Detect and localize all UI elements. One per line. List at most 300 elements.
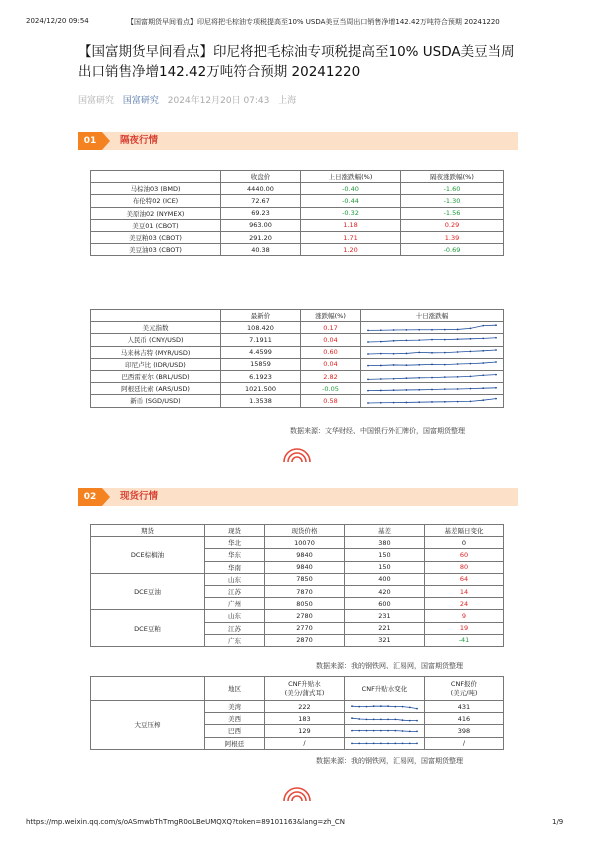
table-cell: 布伦特02 (ICE)	[91, 195, 221, 207]
table-cell: 4440.00	[221, 183, 301, 195]
fx-data-source: 数据来源：文华财经、中国银行外汇牌价，国富期货整理	[290, 427, 465, 435]
sparkline-point	[393, 389, 395, 391]
sparkline-point	[402, 705, 404, 707]
sparkline-point	[387, 705, 389, 707]
sparkline-point	[409, 706, 411, 708]
sparkline-point	[444, 364, 446, 366]
sparkline-point	[380, 389, 382, 391]
table-row	[91, 219, 504, 231]
sparkline-point	[366, 718, 368, 720]
table-cell: 2870	[265, 634, 345, 646]
sparkline-point	[482, 374, 484, 376]
article-title: 【国富期货早间看点】印尼将把毛棕油专项税提高至10% USDA美豆当周出口销售净增142.42万吨符合预期 20241220	[78, 44, 515, 80]
sparkline-point	[373, 705, 375, 707]
ten-day-trend-cell	[361, 322, 504, 334]
table-cell: 4.4599	[221, 346, 301, 358]
table-cell: 美元指数	[91, 322, 221, 334]
table-cell: 416	[425, 713, 504, 725]
sparkline-point	[367, 329, 369, 331]
sparkline-point	[482, 399, 484, 401]
sparkline-point	[380, 705, 382, 707]
table-cell: /	[265, 737, 345, 749]
table-cell: 新币 (SGD/USD)	[91, 395, 221, 407]
sparkline-point	[416, 730, 418, 732]
table-header-cell: 十日涨跌幅	[361, 310, 504, 322]
print-page-number: 1/9	[552, 818, 564, 826]
table-row	[91, 537, 504, 549]
sparkline-chart	[349, 714, 420, 724]
sparkline-point	[444, 339, 446, 341]
section-number: 01	[78, 132, 102, 150]
sparkline-point	[393, 377, 395, 379]
table-cell: 14	[425, 585, 504, 597]
section-title: 隔夜行情	[120, 135, 159, 146]
table-cell: 0.58	[301, 395, 361, 407]
group-name-cell: DCE豆油	[91, 573, 205, 610]
table-cell: /	[425, 737, 504, 749]
sparkline-chart	[349, 702, 420, 712]
ten-day-trend-cell	[361, 395, 504, 407]
table-cell: 40.38	[221, 244, 301, 256]
futures-table	[90, 170, 504, 256]
table-row	[91, 183, 504, 195]
sparkline-point	[351, 743, 353, 745]
sparkline-point	[418, 401, 420, 403]
sparkline-point	[406, 365, 408, 367]
sparkline-point	[444, 328, 446, 330]
sparkline-point	[380, 730, 382, 732]
sparkline-chart	[349, 726, 420, 736]
table-header-cell: CNF升贴水变化	[345, 677, 425, 701]
sparkline-point	[470, 387, 472, 389]
table-row	[91, 395, 504, 407]
sparkline-point	[366, 743, 368, 745]
sparkline-chart	[365, 335, 499, 345]
table-cell: 9840	[265, 561, 345, 573]
sparkline-point	[457, 363, 459, 365]
sparkline-point	[482, 337, 484, 339]
table-header-cell: 最新价	[221, 310, 301, 322]
table-cell: -0.40	[301, 183, 401, 195]
ten-day-trend-cell	[361, 370, 504, 382]
table-header-cell	[91, 677, 205, 701]
sparkline-point	[358, 730, 360, 732]
sparkline-point	[431, 352, 433, 354]
table-cell: 380	[345, 537, 425, 549]
table-cell: 1.20	[301, 244, 401, 256]
table-row	[91, 207, 504, 219]
table-cell: 0.17	[301, 322, 361, 334]
section-header-spot	[78, 488, 518, 506]
sparkline-point	[380, 402, 382, 404]
table-cell: 0	[425, 537, 504, 549]
table-cell: 美西	[205, 713, 265, 725]
table-cell: 人民币 (CNY/USD)	[91, 334, 221, 346]
table-cell: 美原油02 (NYMEX)	[91, 207, 221, 219]
table-cell: 291.20	[221, 231, 301, 243]
sparkline-path	[352, 706, 417, 708]
table-cell: 0.04	[301, 334, 361, 346]
table-header-cell: 期货	[91, 525, 205, 537]
sparkline-point	[387, 718, 389, 720]
table-header-cell: 涨跌幅(%)	[301, 310, 361, 322]
sparkline-point	[470, 363, 472, 365]
sparkline-point	[373, 718, 375, 720]
sparkline-point	[367, 378, 369, 380]
sparkline-point	[482, 387, 484, 389]
table-cell: 64	[425, 573, 504, 585]
sparkline-point	[367, 353, 369, 355]
sparkline-chart	[349, 738, 420, 748]
cnf-change-trend-cell	[345, 737, 425, 749]
table-row	[91, 231, 504, 243]
table-header-cell: 基差隔日变化	[425, 525, 504, 537]
logo-wave-icon	[282, 443, 312, 463]
table-header-row	[91, 310, 504, 322]
sparkline-point	[416, 743, 418, 745]
table-cell: 山东	[205, 610, 265, 622]
table-header-cell: 收盘价	[221, 171, 301, 183]
sparkline-point	[444, 388, 446, 390]
table-cell: 美豆粕03 (CBOT)	[91, 231, 221, 243]
table-cell: 600	[345, 598, 425, 610]
section-number: 02	[78, 488, 102, 506]
cnf-table	[90, 676, 504, 750]
table-cell: 15859	[221, 358, 301, 370]
table-cell: 0.29	[401, 219, 504, 231]
table-header-row	[91, 171, 504, 183]
sparkline-chart	[365, 359, 499, 369]
sparkline-point	[495, 398, 497, 400]
sparkline-point	[406, 353, 408, 355]
sparkline-point	[402, 730, 404, 732]
sparkline-point	[393, 340, 395, 342]
sparkline-point	[495, 361, 497, 363]
sparkline-point	[444, 352, 446, 354]
cnf-data-source: 数据来源：我的钢铁网，汇易网，国富期货整理	[316, 757, 463, 765]
print-page-title: 【国富期货早间看点】印尼将把毛棕油专项税提高至10% USDA美豆当周出口销售净增142.42万吨符合预期 20241220	[127, 18, 500, 26]
sparkline-point	[394, 743, 396, 745]
table-row	[91, 195, 504, 207]
table-header-cell: 现货	[205, 525, 265, 537]
table-row	[91, 383, 504, 395]
sparkline-point	[393, 329, 395, 331]
sparkline-point	[394, 730, 396, 732]
sparkline-point	[431, 339, 433, 341]
sparkline-point	[393, 364, 395, 366]
sparkline-point	[431, 401, 433, 403]
sparkline-point	[366, 705, 368, 707]
sparkline-point	[495, 324, 497, 326]
sparkline-chart	[365, 396, 499, 406]
cnf-change-trend-cell	[345, 713, 425, 725]
table-cell: 183	[265, 713, 345, 725]
group-name-cell: DCE豆粕	[91, 610, 205, 647]
table-cell: 江苏	[205, 585, 265, 597]
sparkline-point	[394, 705, 396, 707]
sparkline-point	[373, 743, 375, 745]
sparkline-point	[470, 327, 472, 329]
table-header-cell	[91, 171, 221, 183]
sparkline-point	[409, 719, 411, 721]
sparkline-point	[351, 717, 353, 719]
print-header	[0, 0, 595, 34]
table-cell: 1.18	[301, 219, 401, 231]
sparkline-point	[418, 376, 420, 378]
table-cell: -0.32	[301, 207, 401, 219]
sparkline-chart	[365, 384, 499, 394]
sparkline-point	[380, 353, 382, 355]
sparkline-point	[470, 375, 472, 377]
sparkline-point	[418, 352, 420, 354]
table-header-cell: 隔夜涨跌幅(%)	[401, 171, 504, 183]
section-header-overnight	[78, 132, 518, 150]
table-row	[91, 334, 504, 346]
table-header-row	[91, 525, 504, 537]
table-cell: 阿根廷比索 (ARS/USD)	[91, 383, 221, 395]
table-cell: 9	[425, 610, 504, 622]
table-cell: 963.00	[221, 219, 301, 231]
sparkline-point	[380, 365, 382, 367]
sparkline-point	[358, 743, 360, 745]
table-row	[91, 322, 504, 334]
table-cell: -1.30	[401, 195, 504, 207]
table-header-cell	[91, 310, 221, 322]
sparkline-point	[367, 402, 369, 404]
table-cell: 2.82	[301, 370, 361, 382]
table-row	[91, 610, 504, 622]
table-cell: 广东	[205, 634, 265, 646]
table-cell: 321	[345, 634, 425, 646]
sparkline-point	[402, 743, 404, 745]
table-header-cell: CNF升贴水 (美分/蒲式耳)	[265, 677, 345, 701]
group-name-cell: 大豆压榨	[91, 701, 205, 750]
table-cell: 60	[425, 549, 504, 561]
account-name-link[interactable]: 国富研究	[122, 96, 159, 106]
sparkline-point	[470, 351, 472, 353]
sparkline-point	[495, 387, 497, 389]
sparkline-point	[482, 362, 484, 364]
sparkline-point	[418, 329, 420, 331]
print-url: https://mp.weixin.qq.com/s/oASmwbThTmgR0oLBeUMQXQ?token=89101163&lang=zh_CN	[26, 818, 346, 826]
table-row	[91, 244, 504, 256]
table-cell: 400	[345, 573, 425, 585]
sparkline-point	[393, 402, 395, 404]
table-cell: -41	[425, 634, 504, 646]
table-cell: 马来林吉特 (MYR/USD)	[91, 346, 221, 358]
table-cell: 阿根廷	[205, 737, 265, 749]
article-author: 国富研究	[78, 96, 115, 106]
sparkline-point	[444, 401, 446, 403]
table-cell: 19	[425, 622, 504, 634]
sparkline-point	[409, 743, 411, 745]
table-header-cell: 地区	[205, 677, 265, 701]
table-row	[91, 346, 504, 358]
sparkline-point	[367, 365, 369, 367]
sparkline-point	[457, 401, 459, 403]
sparkline-point	[406, 377, 408, 379]
sparkline-point	[431, 376, 433, 378]
table-cell: 24	[425, 598, 504, 610]
section-title: 现货行情	[120, 491, 159, 502]
table-cell: 0.04	[301, 358, 361, 370]
cnf-change-trend-cell	[345, 701, 425, 713]
sparkline-point	[380, 378, 382, 380]
sparkline-point	[495, 337, 497, 339]
sparkline-point	[431, 364, 433, 366]
table-cell: 美豆01 (CBOT)	[91, 219, 221, 231]
sparkline-point	[373, 730, 375, 732]
sparkline-point	[495, 349, 497, 351]
sparkline-point	[406, 339, 408, 341]
table-cell: 72.67	[221, 195, 301, 207]
sparkline-chart	[365, 347, 499, 357]
table-cell: 231	[345, 610, 425, 622]
table-row	[91, 701, 504, 713]
sparkline-point	[406, 389, 408, 391]
table-cell: 广州	[205, 598, 265, 610]
table-cell: 山东	[205, 573, 265, 585]
sparkline-path	[352, 718, 417, 720]
table-cell: 印尼卢比 (IDR/USD)	[91, 358, 221, 370]
ten-day-trend-cell	[361, 334, 504, 346]
table-cell: 美湾	[205, 701, 265, 713]
sparkline-point	[367, 341, 369, 343]
table-cell: 150	[345, 561, 425, 573]
sparkline-point	[393, 353, 395, 355]
table-cell: 华北	[205, 537, 265, 549]
table-cell: 7.1911	[221, 334, 301, 346]
sparkline-point	[457, 351, 459, 353]
table-row	[91, 370, 504, 382]
ten-day-trend-cell	[361, 383, 504, 395]
sparkline-point	[351, 730, 353, 732]
sparkline-point	[416, 707, 418, 709]
sparkline-point	[482, 324, 484, 326]
sparkline-point	[416, 719, 418, 721]
sparkline-chart	[365, 323, 499, 333]
article-meta	[78, 93, 302, 106]
table-cell: 1021.500	[221, 383, 301, 395]
sparkline-chart	[365, 372, 499, 382]
table-cell: 美豆油03 (CBOT)	[91, 244, 221, 256]
table-cell: 巴西	[205, 725, 265, 737]
table-cell: 69.23	[221, 207, 301, 219]
table-header-cell: CNF报价 (美元/吨)	[425, 677, 504, 701]
sparkline-point	[409, 730, 411, 732]
sparkline-point	[358, 705, 360, 707]
table-row	[91, 573, 504, 585]
table-cell: 222	[265, 701, 345, 713]
sparkline-point	[402, 719, 404, 721]
sparkline-point	[387, 743, 389, 745]
sparkline-point	[367, 389, 369, 391]
table-cell: -0.05	[301, 383, 361, 395]
table-row	[91, 358, 504, 370]
sparkline-point	[495, 373, 497, 375]
table-cell: 7850	[265, 573, 345, 585]
table-cell: 6.1923	[221, 370, 301, 382]
sparkline-point	[431, 388, 433, 390]
table-header-row	[91, 677, 504, 701]
sparkline-point	[351, 705, 353, 707]
table-cell: -1.60	[401, 183, 504, 195]
sparkline-point	[418, 364, 420, 366]
spot-data-source: 数据来源：我的钢铁网、汇易网，国富期货整理	[316, 662, 463, 670]
table-cell: 80	[425, 561, 504, 573]
table-cell: 2780	[265, 610, 345, 622]
table-cell: 马棕油03 (BMD)	[91, 183, 221, 195]
table-cell: 1.71	[301, 231, 401, 243]
table-cell: 1.3538	[221, 395, 301, 407]
table-cell: 108.420	[221, 322, 301, 334]
sparkline-point	[470, 400, 472, 402]
table-cell: 9840	[265, 549, 345, 561]
table-cell: 431	[425, 701, 504, 713]
ten-day-trend-cell	[361, 346, 504, 358]
sparkline-point	[380, 743, 382, 745]
group-name-cell: DCE棕榈油	[91, 537, 205, 574]
sparkline-point	[387, 730, 389, 732]
sparkline-point	[457, 338, 459, 340]
table-cell: -1.56	[401, 207, 504, 219]
spot-table	[90, 524, 504, 647]
fx-table	[90, 309, 504, 408]
print-datetime: 2024/12/20 09:54	[26, 17, 89, 25]
sparkline-point	[482, 350, 484, 352]
table-header-cell: 上日涨跌幅(%)	[301, 171, 401, 183]
table-cell: 2770	[265, 622, 345, 634]
table-cell: 150	[345, 549, 425, 561]
sparkline-point	[444, 376, 446, 378]
sparkline-path	[352, 731, 417, 732]
table-cell: -0.69	[401, 244, 504, 256]
sparkline-point	[380, 329, 382, 331]
table-header-cell: 基差	[345, 525, 425, 537]
sparkline-point	[457, 388, 459, 390]
table-cell: 398	[425, 725, 504, 737]
sparkline-point	[457, 328, 459, 330]
table-header-cell: 现货价格	[265, 525, 345, 537]
sparkline-point	[418, 389, 420, 391]
ten-day-trend-cell	[361, 358, 504, 370]
table-cell: 华南	[205, 561, 265, 573]
sparkline-point	[431, 329, 433, 331]
table-cell: 10070	[265, 537, 345, 549]
table-cell: 129	[265, 725, 345, 737]
table-cell: 巴西雷亚尔 (BRL/USD)	[91, 370, 221, 382]
table-cell: 221	[345, 622, 425, 634]
sparkline-point	[394, 718, 396, 720]
table-cell: 0.60	[301, 346, 361, 358]
table-cell: 8050	[265, 598, 345, 610]
publish-location: 上海	[278, 96, 297, 106]
logo-wave-icon	[282, 782, 312, 802]
sparkline-point	[418, 339, 420, 341]
sparkline-point	[366, 730, 368, 732]
sparkline-point	[380, 718, 382, 720]
table-cell: 420	[345, 585, 425, 597]
table-cell: 华东	[205, 549, 265, 561]
table-cell: -0.44	[301, 195, 401, 207]
sparkline-point	[406, 329, 408, 331]
sparkline-point	[358, 718, 360, 720]
table-cell: 江苏	[205, 622, 265, 634]
publish-time: 2024年12月20日 07:43	[167, 96, 270, 106]
sparkline-point	[457, 375, 459, 377]
sparkline-point	[406, 401, 408, 403]
table-cell: 1.39	[401, 231, 504, 243]
